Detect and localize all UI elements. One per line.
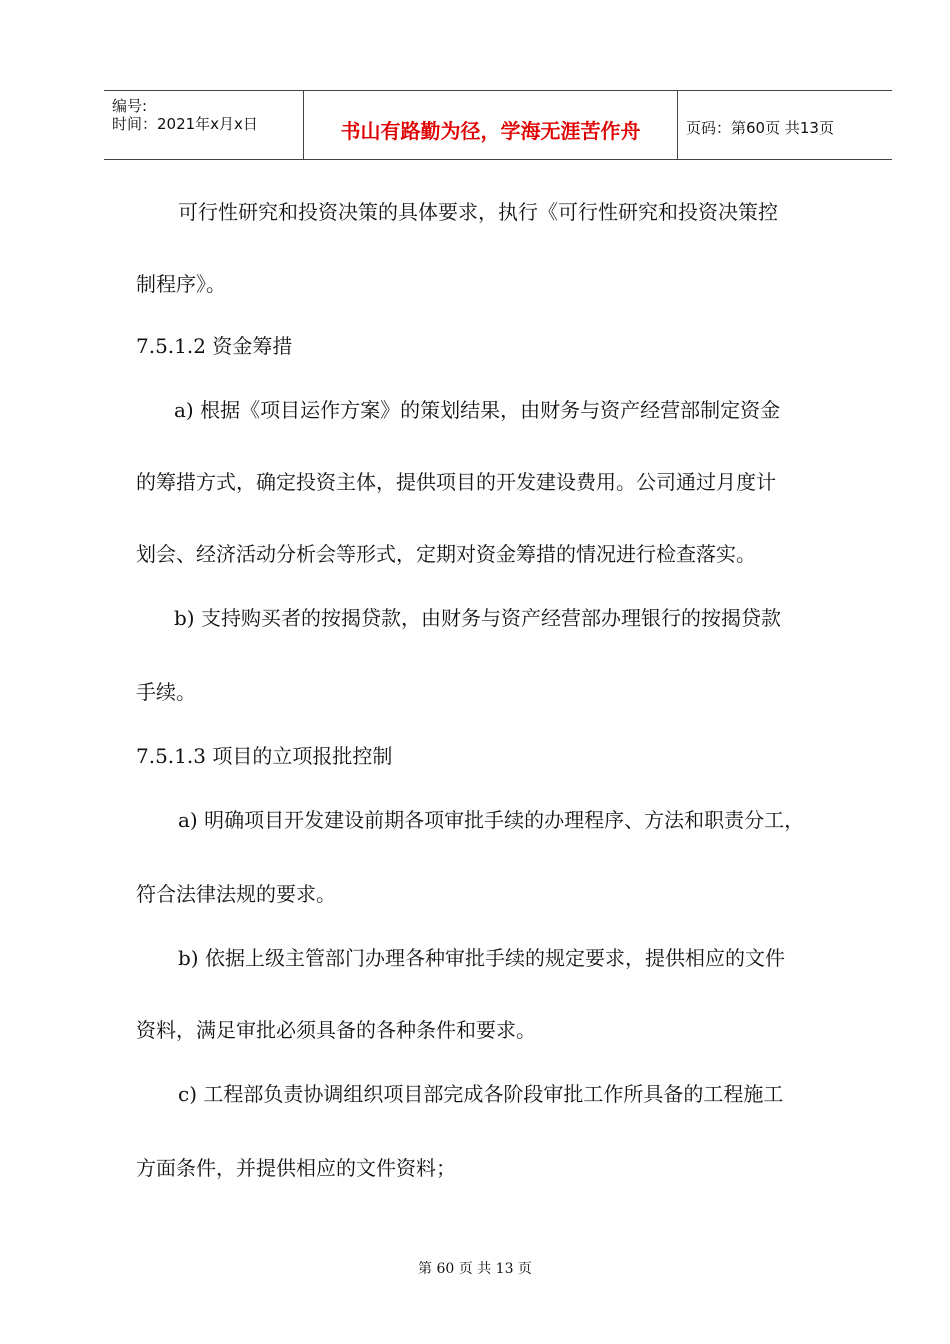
body-line: b) 依据上级主管部门办理各种审批手续的规定要求，提供相应的文件 [178,946,785,970]
header-left-cell [104,91,304,159]
section-heading: 7.5.1.3 项目的立项报批控制 [136,744,393,768]
body-line: 方面条件，并提供相应的文件资料； [136,1156,456,1180]
body-line: b) 支持购买者的按揭贷款，由财务与资产经营部办理银行的按揭贷款 [174,606,781,630]
body-line: 的筹措方式，确定投资主体，提供项目的开发建设费用。公司通过月度计 [136,470,776,494]
body-line: 符合法律法规的要求。 [136,882,336,906]
body-line: 划会、经济活动分析会等形式，定期对资金筹措的情况进行检查落实。 [136,542,756,566]
serial-label: 编号: [112,97,148,115]
body-line: a) 明确项目开发建设前期各项审批手续的办理程序、方法和职责分工， [178,808,805,832]
page-number-label: 页码：第60页 共13页 [686,119,834,137]
body-line: 资料，满足审批必须具备的各种条件和要求。 [136,1018,536,1042]
body-line: 手续。 [136,680,196,704]
section-heading: 7.5.1.2 资金筹措 [136,334,293,358]
page-footer: 第 60 页 共 13 页 [418,1261,532,1277]
body-line: c) 工程部负责协调组织项目部完成各阶段审批工作所具备的工程施工 [178,1082,784,1106]
body-line: 可行性研究和投资决策的具体要求，执行《可行性研究和投资决策控 [178,200,778,224]
body-line: 制程序》。 [136,272,226,296]
header-center-cell [304,91,678,159]
page-header [104,90,892,160]
header-motto: 书山有路勤为径，学海无涯苦作舟 [340,119,641,143]
date-label: 时间：2021年x月x日 [112,115,258,133]
body-line: a) 根据《项目运作方案》的策划结果，由财务与资产经营部制定资金 [174,398,781,422]
header-right-cell [678,91,892,159]
